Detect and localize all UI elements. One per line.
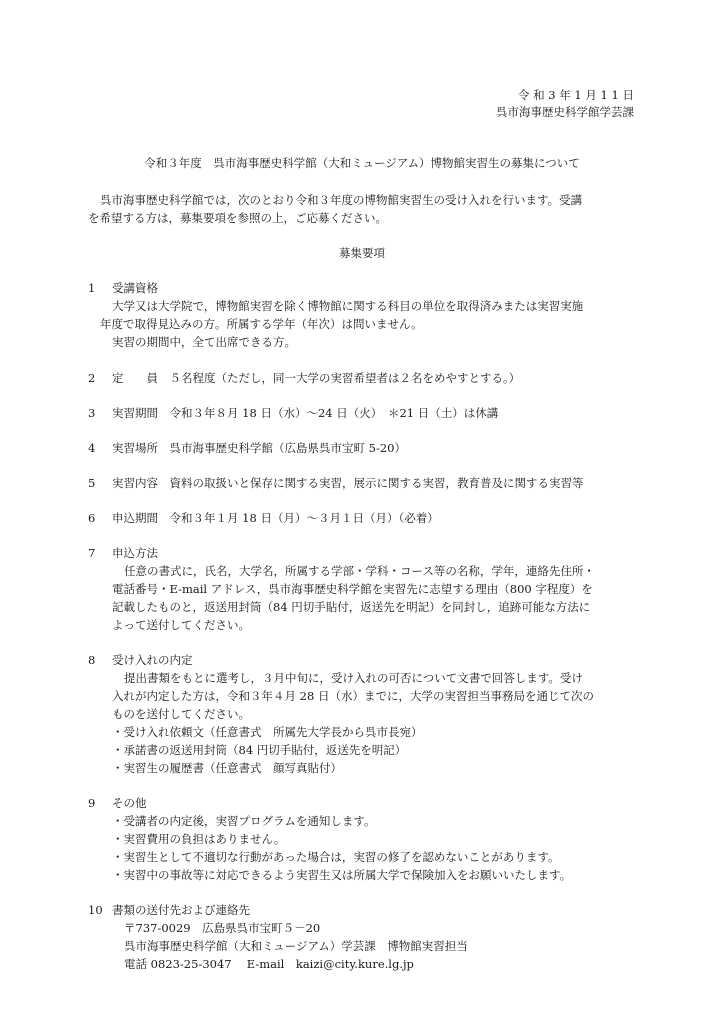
section-7-heading: 申込方法: [112, 546, 158, 560]
section-8-line-1: 提出書類をもとに選考し，３月中旬に，受け入れの可否について文書で回答します。受け: [124, 671, 583, 685]
section-9-bullet-3: ・実習生として不適切な行動があった場合は，実習の修了を認めないことがあります。: [112, 850, 560, 864]
issuing-department: 呉市海事歴史科学館学芸課: [496, 105, 634, 119]
section-8-bullet-3: ・実習生の履歴書（任意書式 顔写真貼付）: [112, 761, 342, 775]
section-8-bullet-1: ・受け入れ依頼文（任意書式 所属先大学長から呉市長宛）: [112, 725, 423, 739]
section-1-line-1: 大学又は大学院で，博物館実習を除く博物館に関する科目の単位を取得済みまたは実習実施: [112, 299, 584, 313]
section-1-line-3: 実習の期間中，全て出席できる方。: [112, 335, 296, 349]
document-title: 令和３年度 呉市海事歴史科学館（大和ミュージアム）博物館実習生の募集について: [144, 156, 580, 170]
section-10-heading: 書類の送付先および連絡先: [112, 903, 250, 917]
section-7-line-3: 記載したものと，返送用封筒（84 円切手貼付，返送先を明記）を同封し，追跡可能な方法に: [112, 600, 591, 614]
section-8-bullet-2: ・承諾書の返送用封筒（84 円切手貼付，返送先を明記）: [112, 743, 407, 757]
section-6-number: 6: [88, 511, 96, 525]
section-subtitle: 募集要項: [339, 246, 385, 260]
contact-address: 〒737-0029 広島県呉市宝町５－20: [124, 921, 321, 935]
section-5-text: 実習内容 資料の取扱いと保存に関する実習，展示に関する実習，教育普及に関する実習等: [112, 476, 584, 490]
section-2-text: 定 員 ５名程度（ただし，同一大学の実習希望者は２名をめやすとする。）: [112, 371, 521, 385]
section-7-line-2: 電話番号・E-mail アドレス，呉市海事歴史科学館を実習先に志望する理由（800 字程度）を: [112, 582, 593, 596]
section-7-number: 7: [88, 546, 96, 560]
section-5-number: 5: [88, 476, 96, 490]
section-1-number: 1: [88, 281, 96, 295]
section-8-line-2: 入れが内定した方は，令和３年４月 28 日（水）までに，大学の実習担当事務局を通じて次の: [112, 689, 594, 703]
section-3-text: 実習期間 令和３年８月 18 日（水）～24 日（火） ＊21 日（土）は休講: [112, 406, 499, 420]
section-2-number: 2: [88, 371, 96, 385]
section-4-text: 実習場所 呉市海事歴史科学館（広島県呉市宝町 5-20）: [112, 441, 406, 455]
section-7-line-4: よって送付してください。: [112, 618, 250, 632]
contact-phone-email: 電話 0823-25-3047 E-mail kaizi@city.kure.lg.jp: [124, 957, 414, 971]
contact-department: 呉市海事歴史科学館（大和ミュージアム）学芸課 博物館実習担当: [124, 939, 468, 953]
section-9-number: 9: [88, 796, 96, 810]
intro-line-2: を希望する方は，募集要項を参照の上，ご応募ください。: [88, 211, 387, 225]
section-9-heading: その他: [112, 796, 147, 810]
section-10-number: 10: [88, 903, 103, 917]
section-1-heading: 受講資格: [112, 281, 158, 295]
section-8-heading: 受け入れの内定: [112, 653, 193, 667]
section-9-bullet-1: ・受講者の内定後，実習プログラムを通知します。: [112, 814, 376, 828]
section-4-number: 4: [88, 441, 96, 455]
section-6-text: 申込期間 令和３年１月 18 日（月）～３月１日（月）（必着）: [112, 511, 439, 525]
section-9-bullet-4: ・実習中の事故等に対応できるよう実習生又は所属大学で保険加入をお願いいたします。: [112, 868, 572, 882]
section-9-bullet-2: ・実習費用の負担はありません。: [112, 832, 286, 846]
section-7-line-1: 任意の書式に，氏名，大学名，所属する学部・学科・コース等の名称，学年，連絡先住所・: [124, 564, 595, 578]
document-date: 令 和 3 年 1 月 1 1 日: [517, 88, 634, 102]
section-8-line-3: ものを送付してください。: [112, 707, 250, 721]
intro-line-1: 呉市海事歴史科学館では，次のとおり令和３年度の博物館実習生の受け入れを行います。受講: [100, 193, 583, 207]
section-3-number: 3: [88, 406, 96, 420]
section-1-line-2: 年度で取得見込みの方。所属する学年（年次）は問いません。: [100, 317, 423, 331]
section-8-number: 8: [88, 653, 96, 667]
